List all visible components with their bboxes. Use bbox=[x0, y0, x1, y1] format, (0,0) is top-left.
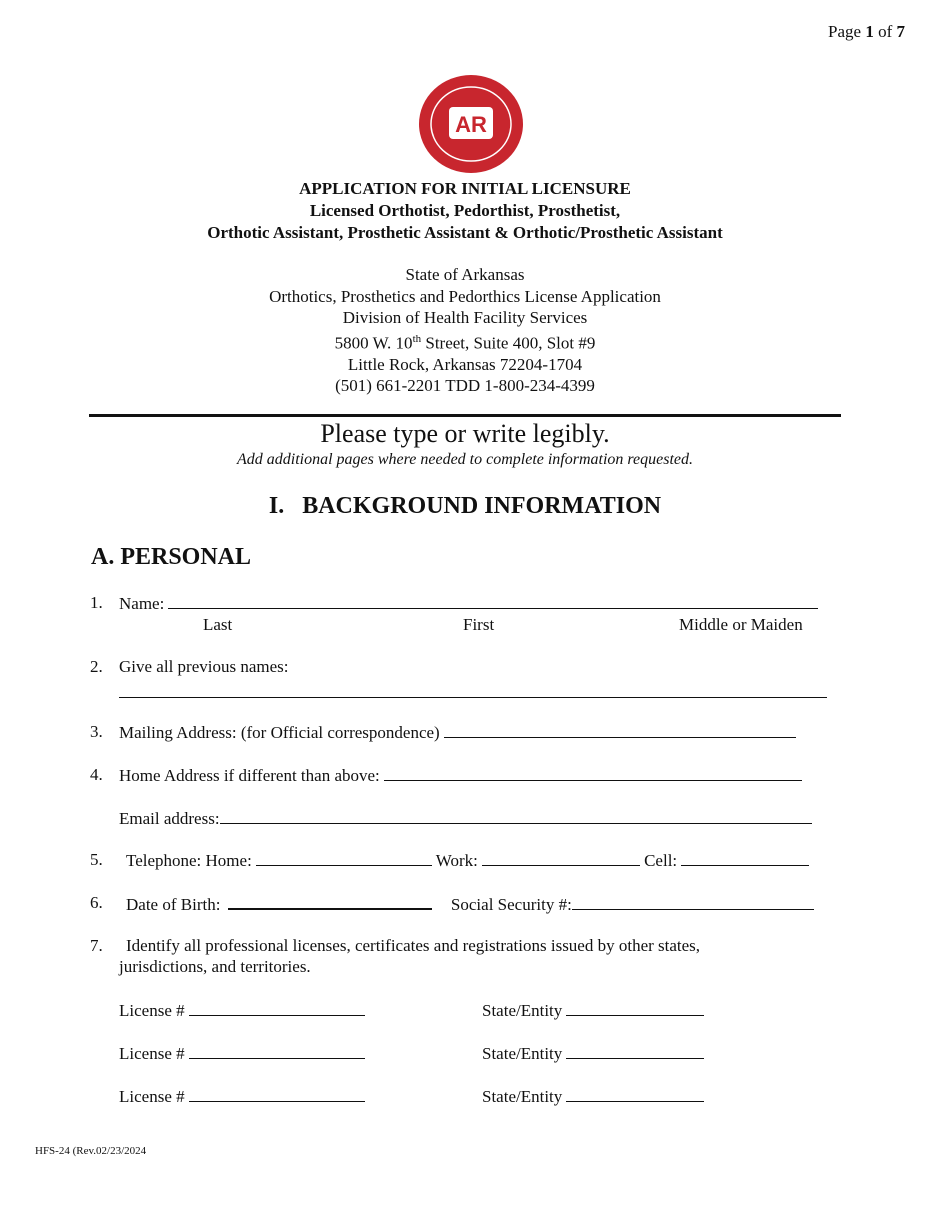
dob-field[interactable] bbox=[228, 893, 432, 910]
previous-names-field[interactable] bbox=[119, 682, 827, 698]
section-heading: I. BACKGROUND INFORMATION bbox=[268, 493, 662, 519]
license-entry: License # bbox=[119, 1043, 365, 1064]
agency-address: State of Arkansas Orthotics, Prosthetics and Pedorthics License Application Division of Health Facility Services 5800 W. 10th Street, Suite 400, Slot #9 Little Rock, Arkansas 72204-1704 (501) 661-2201 TDD 1-800-234-4399 bbox=[269, 265, 661, 396]
email-field[interactable] bbox=[220, 808, 812, 824]
subsection-heading: A. PERSONAL bbox=[91, 544, 252, 570]
license-entry: License # bbox=[119, 1000, 365, 1021]
title-line-1: APPLICATION FOR INITIAL LICENSURE bbox=[299, 179, 631, 198]
state-entity-field[interactable] bbox=[566, 1086, 704, 1102]
form-title bbox=[0, 178, 930, 244]
state-entry: State/Entity bbox=[482, 1043, 704, 1064]
cell-phone-field[interactable] bbox=[681, 850, 809, 866]
title-line-3: Orthotic Assistant, Prosthetic Assistant & Orthotic/Prosthetic Assistant bbox=[207, 223, 723, 242]
svg-text:AR: AR bbox=[455, 112, 487, 137]
form-revision: HFS-24 (Rev.02/23/2024 bbox=[35, 1145, 147, 1157]
work-phone-field[interactable] bbox=[482, 850, 640, 866]
page-number: Page 1 of 7 bbox=[828, 22, 905, 41]
arkansas-health-logo bbox=[418, 74, 524, 174]
license-number-field[interactable] bbox=[189, 1043, 365, 1059]
middle-label: Middle or Maiden bbox=[679, 615, 803, 634]
state-entity-field[interactable] bbox=[566, 1043, 704, 1059]
title-line-2: Licensed Orthotist, Pedorthist, Prosthetist, bbox=[309, 201, 621, 220]
divider bbox=[89, 414, 841, 417]
license-number-field[interactable] bbox=[189, 1000, 365, 1016]
instruction-main: Please type or write legibly. bbox=[320, 419, 610, 448]
mailing-address-field[interactable] bbox=[444, 722, 796, 738]
home-address-field[interactable] bbox=[384, 765, 802, 781]
state-entry: State/Entity bbox=[482, 1000, 704, 1021]
home-phone-field[interactable] bbox=[256, 850, 432, 866]
name-field[interactable] bbox=[168, 593, 818, 609]
state-entry: State/Entity bbox=[482, 1086, 704, 1107]
first-label: First bbox=[463, 615, 495, 634]
last-label: Last bbox=[203, 615, 233, 634]
licenses-row-cont: jurisdictions, and territories. bbox=[119, 957, 311, 976]
license-number-field[interactable] bbox=[189, 1086, 365, 1102]
instruction-sub: Add additional pages where needed to complete information requested. bbox=[236, 451, 694, 468]
ssn-field[interactable] bbox=[572, 894, 814, 910]
state-entity-field[interactable] bbox=[566, 1000, 704, 1016]
license-entry: License # bbox=[119, 1086, 365, 1107]
